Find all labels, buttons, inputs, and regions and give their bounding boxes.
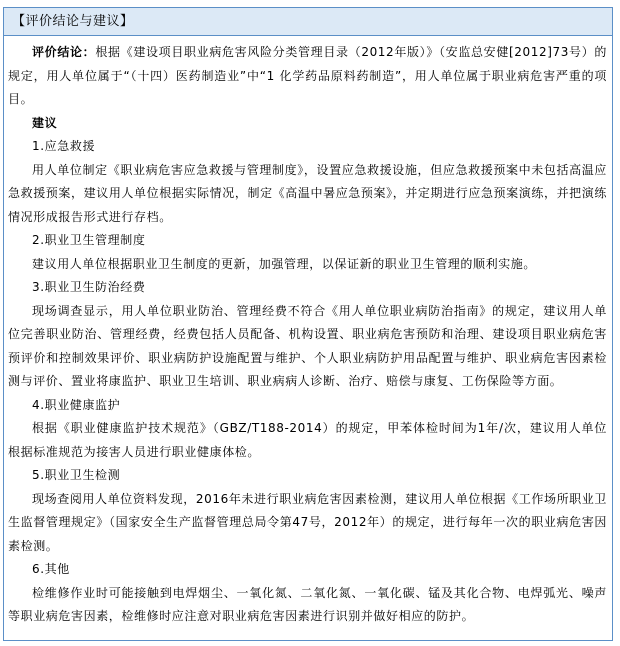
- table-body-cell: [4, 36, 612, 629]
- item-title-management: 2.职业卫生管理制度: [32, 233, 146, 247]
- item-title-other: 6.其他: [32, 562, 70, 576]
- evaluation-table: [3, 7, 613, 641]
- item-title-emergency: 1.应急救援: [32, 139, 96, 153]
- section-header: 【评价结论与建议】: [4, 8, 612, 36]
- item-text-health: 根据《职业健康监护技术规范》（GBZ/T188-2014）的规定，甲苯体检时间为1年/次，建议用人单位根据标准规范为接害人员进行职业健康体检。: [8, 421, 607, 459]
- item-text-funding: 现场调查显示，用人单位职业防治、管理经费不符合《用人单位职业病防治指南》的规定，建议用人单位完善职业防治、管理经费，经费包括人员配备、机构设置、职业病危害预防和治理、建设项目职业病危害预评价和控制效果评价、职业病防护设施配置与维护、个人职业病防护用品配置与维护、职业病危害因素检测与评价、置业将康监护、职业卫生培训、职业病病人诊断、治疗、赔偿与康复、工伤保险等方面。: [8, 303, 607, 388]
- item-title-funding: 3.职业卫生防治经费: [32, 280, 146, 294]
- item-title-health: 4.职业健康监护: [32, 397, 121, 412]
- conclusion-label: 评价结论：: [32, 45, 96, 59]
- conclusion-text: 根据《建设项目职业病危害风险分类管理目录（2012年版）》（安监总安健[2012]73号）的规定，用人单位属于“（十四）医药制造业”中“1 化学药品原料药制造”，用人单位属于职业病危害严重的项目。: [8, 45, 607, 106]
- item-text-management: 建议用人单位根据职业卫生制度的更新，加强管理，以保证新的职业卫生管理的顺利实施。: [32, 256, 537, 271]
- item-title-testing: 5.职业卫生检测: [32, 468, 121, 482]
- conclusion-paragraph: [8, 41, 607, 112]
- item-text-other: 检维修作业时可能接触到电焊烟尘、一氧化氮、二氧化氮、一氧化碳、锰及其化合物、电焊弧光、噪声等职业病危害因素，检维修时应注意对职业病危害因素进行识别并做好相应的防护。: [8, 585, 607, 623]
- item-text-emergency: 用人单位制定《职业病危害应急救援与管理制度》，设置应急救援设施，但应急救援预案中未包括高温应急救援预案，建议用人单位根据实际情况，制定《高温中暑应急预案》，并定期进行应急预案演练，并把演练情况形成报告形式进行存档。: [8, 162, 607, 224]
- item-text-testing: 现场查阅用人单位资料发现，2016年未进行职业病危害因素检测，建议用人单位根据《工作场所职业卫生监督管理规定》（国家安全生产监督管理总局令第47号，2012年）的规定，进行每年一次的职业病危害因素检测。: [8, 491, 607, 553]
- suggestions-heading: 建议: [32, 115, 58, 130]
